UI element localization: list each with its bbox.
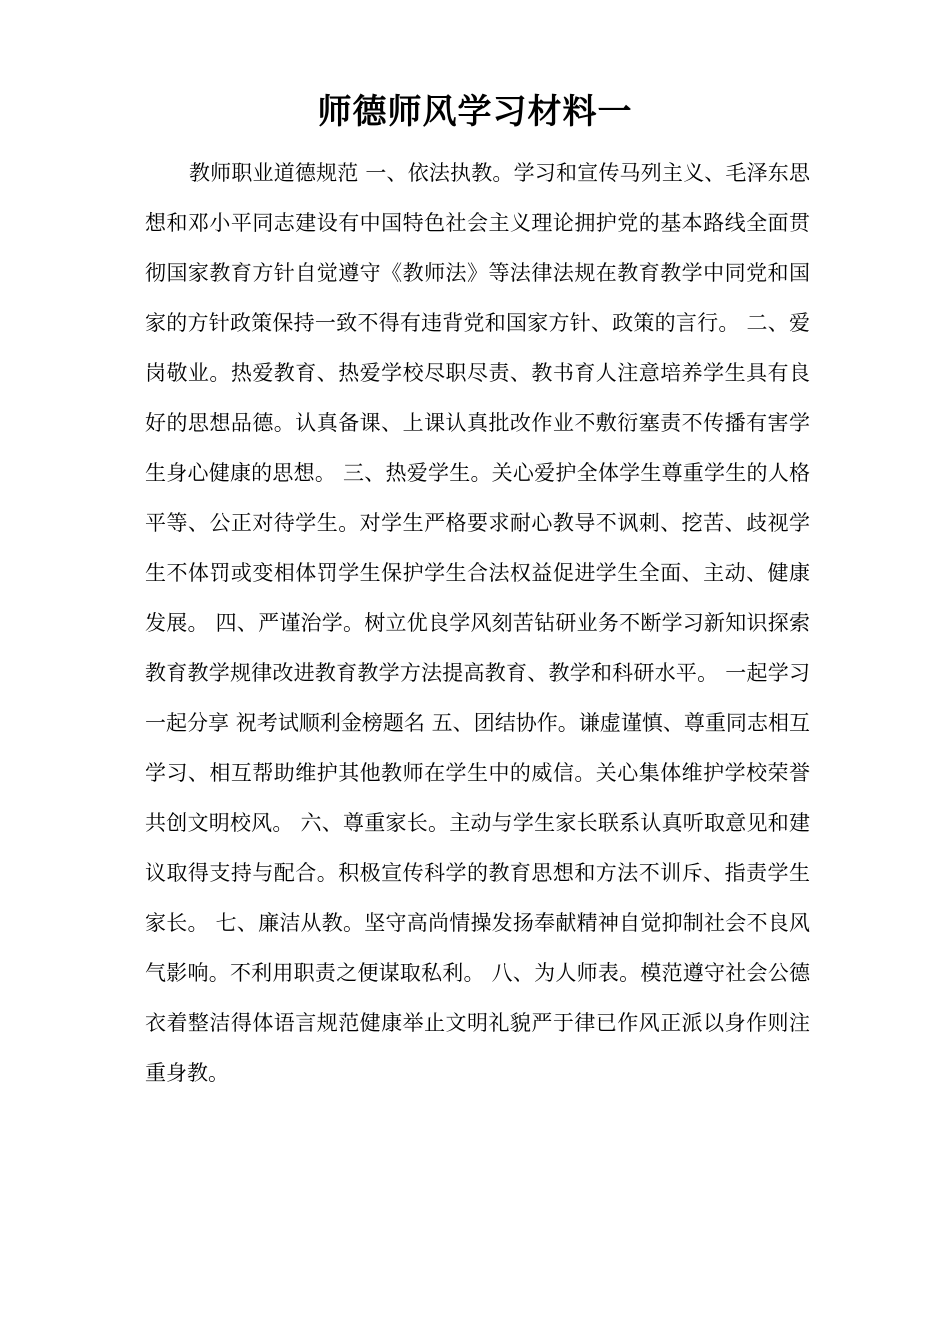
document-body: 教师职业道德规范 一、依法执教。学习和宣传马列主义、毛泽东思想和邓小平同志建设有中国特色社会主义理论拥护党的基本路线全面贯彻国家教育方针自觉遵守《教师法》等法律法规在教育教学中同党和国家的方针政策保持一致不得有违背党和国家方针、政策的言行。 二、爱岗敬业。热爱教育、热爱学校尽职尽责、教书育人注意培养学生具有良好的思想品德。认真备课、上课认真批改作业不敷衍塞责不传播有害学生身心健康的思想。 三、热爱学生。关心爱护全体学生尊重学生的人格平等、公正对待学生。对学生严格要求耐心教导不讽刺、挖苦、歧视学生不体罚或变相体罚学生保护学生合法权益促进学生全面、主动、健康发展。 四、严谨治学。树立优良学风刻苦钻研业务不断学习新知识探索教育教学规律改进教育教学方法提高教育、教学和科研水平。 一起学习 一起分享 祝考试顺利金榜题名 五、团结协作。谦虚谨慎、尊重同志相互学习、相互帮助维护其他教师在学生中的威信。关心集体维护学校荣誉共创文明校风。 六、尊重家长。主动与学生家长联系认真听取意见和建议取得支持与配合。积极宣传科学的教育思想和方法不训斥、指责学生家长。 七、廉洁从教。坚守高尚情操发扬奉献精神自觉抑制社会不良风气影响。不利用职责之便谋取私利。 八、为人师表。模范遵守社会公德衣着整洁得体语言规范健康举止文明礼貌严于律已作风正派以身作则注重身教。 [145, 161, 810, 1085]
document-title: 师德师风学习材料一 [317, 92, 633, 132]
